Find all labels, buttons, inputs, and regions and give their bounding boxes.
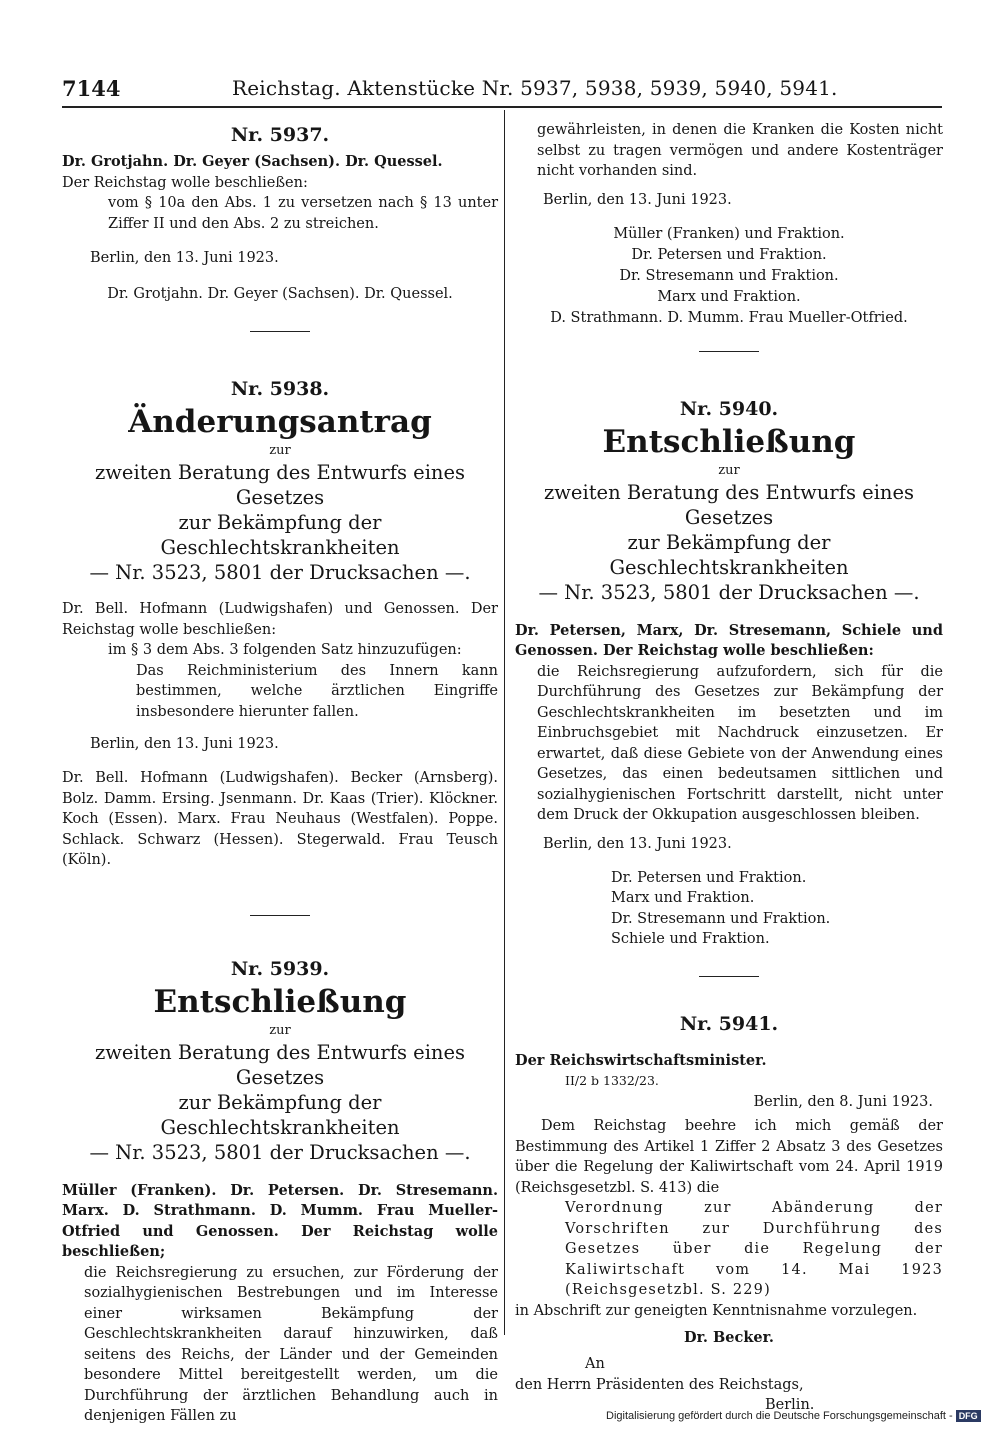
signature-line: Dr. Stresemann und Fraktion. [611,910,831,927]
right-column [515,120,943,1416]
section-5940 [515,396,943,977]
left-column [62,120,498,1427]
date-line: Berlin, den 13. Juni 1923. [543,191,732,208]
section-heading: Änderungsantrag [128,404,432,440]
signatures: Dr. Bell. Hofmann (Ludwigshafen). Becker (Arnsberg). Bolz. Damm. Ersing. Jsenmann. Dr. Kaas (Trier). Klöckner. Koch (Essen). Marx. Frau Neuhaus (Westfalen). Poppe. Schlack. Schwarz (Hessen). Stegerwald. Frau Teusch (Köln). [62,770,498,868]
authors: Dr. Grotjahn. Dr. Geyer (Sachsen). Dr. Quessel. [62,153,443,170]
signature-line: Schiele und Fraktion. [611,931,770,947]
column-divider [504,110,505,1335]
reference-number: II/2 b 1332/23. [565,1073,659,1088]
address-line: den Herrn Präsidenten des Reichstags, [515,1376,804,1393]
subtitle-line: zur Bekämpfung der Geschlechtskrankheiten [160,1090,400,1139]
subtitle-line: zur Bekämpfung der Geschlechtskrankheiten [609,530,849,579]
section-5938 [62,376,498,916]
section-number: Nr. 5939. [230,957,330,980]
section-separator [699,351,759,352]
zur-line: zur [718,462,740,478]
signature-line: Dr. Petersen und Fraktion. [631,246,827,263]
closing-text: in Abschrift zur geneigten Kenntnisnahme vorzulegen. [515,1302,918,1319]
page-number: 7144 [62,76,121,101]
authors: Müller (Franken). Dr. Petersen. Dr. Stresemann. Marx. D. Strathmann. D. Mumm. Frau Mueller-Otfried und Genossen. Der Reichstag wolle beschließen; [62,1181,498,1260]
ordinance-title: Verordnung zur Abänderung der Vorschriften zur Durchführung des Gesetzes über die Regelung der Kaliwirtschaft vom 14. Mai 1923 (Reichsgesetzbl. S. 229) [565,1200,943,1298]
letter-signature: Dr. Becker. [684,1329,774,1346]
signatures: Dr. Grotjahn. Dr. Geyer (Sachsen). Dr. Quessel. [107,286,453,302]
motion-text-continued: gewährleisten, in denen die Kranken die Kosten nicht selbst zu tragen vermögen und andere Kostenträger nicht vorhanden sind. [537,122,943,179]
zur-line: zur [269,443,291,458]
credit-text: Digitalisierung gefördert durch die Deutsche Forschungsgemeinschaft - [606,1410,953,1422]
date-line: Berlin, den 13. Juni 1923. [90,736,279,752]
subtitle-line: — Nr. 3523, 5801 der Drucksachen —. [89,1140,471,1164]
section-5939 [62,956,498,1427]
signature-block [515,868,943,950]
date-line: Berlin, den 13. Juni 1923. [543,835,732,852]
section-heading: Entschließung [153,983,407,1020]
subtitle-line: — Nr. 3523, 5801 der Drucksachen —. [538,580,920,604]
section-number: Nr. 5937. [230,124,330,146]
running-title: Reichstag. Aktenstücke Nr. 5937, 5938, 5939, 5940, 5941. [232,76,838,100]
section-heading: Entschließung [602,423,856,460]
dfg-logo: DFG [956,1410,981,1422]
subtitle-line: — Nr. 3523, 5801 der Drucksachen —. [89,561,471,584]
signature-line: D. Strathmann. D. Mumm. Frau Mueller-Otfried. [550,309,908,326]
zur-line: zur [269,1022,291,1038]
subtitle-line: zweiten Beratung des Entwurfs eines Gesetzes [94,461,466,509]
page-header [62,76,942,108]
sender: Der Reichswirtschaftsminister. [515,1051,767,1069]
digitization-credit [606,1410,981,1422]
motion-text: Das Reichministerium des Innern kann bestimmen, welche ärztlichen Eingriffe insbesondere hierunter fallen. [136,662,498,720]
authors: Dr. Petersen, Marx, Dr. Stresemann, Schiele und Genossen. Der Reichstag wolle beschließen: [515,621,943,659]
signature-line: Dr. Stresemann und Fraktion. [619,267,839,284]
instruction: im § 3 dem Abs. 3 folgenden Satz hinzuzufügen: [108,642,462,658]
motion-text: vom § 10a den Abs. 1 zu versetzen nach § 13 unter Ziffer II und den Abs. 2 zu streichen. [108,195,498,232]
subtitle-line: zur Bekämpfung der Geschlechtskrankheiten [160,511,400,559]
section-5939-continued [515,120,943,352]
section-number: Nr. 5940. [679,397,779,420]
section-separator [699,976,759,977]
address-line: An [585,1356,605,1372]
section-separator [250,331,310,332]
signature-line: Marx und Fraktion. [611,890,755,906]
section-5941 [515,1011,943,1416]
section-number: Nr. 5938. [230,378,330,400]
section-number: Nr. 5941. [679,1012,779,1035]
address-line: Berlin. [765,1397,815,1413]
motion-text: die Reichsregierung zu ersuchen, zur Förderung der sozialhygienischen Bestrebungen und im Interesse einer wirksamen Bekämpfung der Geschlechtskrankheiten darauf hinzuwirken, daß seitens des Reichs, der Länder und der Gemeinden besondere Mittel bereitgestellt werden, um die Durchführung der ärztlichen Behandlung auch in denjenigen Fällen zu [84,1264,498,1424]
section-5937 [62,122,498,332]
header-rule [62,106,942,108]
date-line: Berlin, den 8. Juni 1923. [753,1093,933,1110]
date-line: Berlin, den 13. Juni 1923. [90,250,279,266]
subtitle-line: zweiten Beratung des Entwurfs eines Gesetzes [543,480,915,529]
signature-line: Marx und Fraktion. [657,288,801,305]
letter-text: Dem Reichstag beehre ich mich gemäß der Bestimmung des Artikel 1 Ziffer 2 Absatz 3 des Gesetzes über die Regelung der Kaliwirtschaft vom 24. April 1919 (Reichsgesetzbl. S. 413) die [515,1118,943,1196]
subtitle-line: zweiten Beratung des Entwurfs eines Gesetzes [94,1040,466,1089]
resolution-intro: Der Reichstag wolle beschließen: [62,174,308,191]
section-separator [250,915,310,916]
signature-line: Müller (Franken) und Fraktion. [613,225,845,242]
motion-text: die Reichsregierung aufzufordern, sich für die Durchführung des Gesetzes zur Bekämpfung der Geschlechtskrankheiten im besetzten und im Einbruchsgebiet mit Nachdruck einzusetzen. Er erwartet, daß diese Gebiete von der Anwendung eines Gesetzes, das einen bedeutsamen sittlichen und sozialhygienischen Fortschritt darstellt, nicht unter dem Druck der Okkupation ausgeschlossen bleiben. [537,663,943,823]
authors: Dr. Bell. Hofmann (Ludwigshafen) und Genossen. Der Reichstag wolle beschließen: [62,601,498,638]
signature-line: Dr. Petersen und Fraktion. [611,869,807,886]
